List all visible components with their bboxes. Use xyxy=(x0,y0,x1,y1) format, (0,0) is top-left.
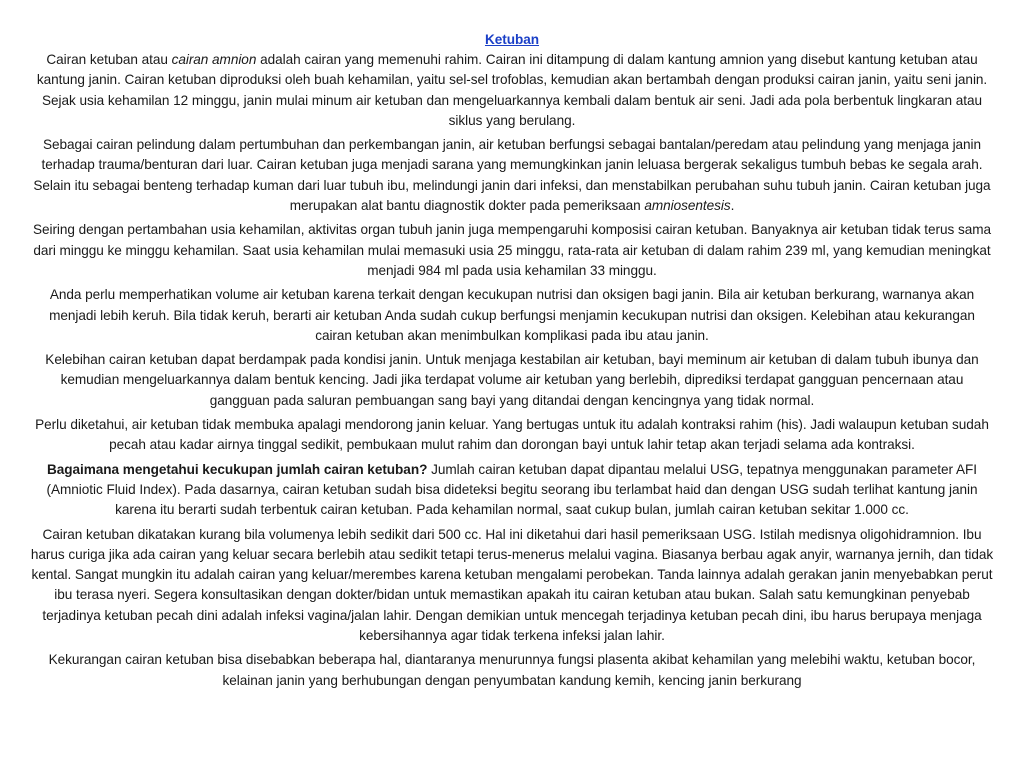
paragraph-1-text-a: Cairan ketuban atau xyxy=(46,52,172,67)
paragraph-7-bold-question: Bagaimana mengetahui kecukupan jumlah cairan ketuban? xyxy=(46,461,428,477)
document-page xyxy=(30,30,994,695)
paragraph-8: Cairan ketuban dikatakan kurang bila volumenya lebih sedikit dari 500 cc. Hal ini diketahui dari hasil pemeriksaan USG. Istilah medisnya oligohidramnion. Ibu harus curiga jika ada cairan yang keluar secara berlebih atau sedikit tetapi terus-menerus melalui vagina. Biasanya berbau agak anyir, warnanya jernih, dan tidak kental. Sangat mungkin itu adalah cairan yang keluar/merembes karena ketuban mengalami perobekan. Tanda lainnya adalah gerakan janin menyebabkan perut ibu terasa nyeri. Segera konsultasikan dengan dokter/bidan untuk memastikan apakah itu cairan ketuban atau bukan. Salah satu kemungkinan penyebab terjadinya ketuban pecah dini adalah infeksi vagina/jalan lahir. Dengan demikian untuk mencegah terjadinya ketuban pecah dini, ibu harus berupaya menjaga kebersihannya agar tidak terkena infeksi jalan lahir. xyxy=(30,526,994,644)
paragraph-4: Anda perlu memperhatikan volume air ketuban karena terkait dengan kecukupan nutrisi dan oksigen bagi janin. Bila air ketuban berkurang, warnanya akan menjadi lebih keruh. Bila tidak keruh, berarti air ketuban Anda sudah cukup berfungsi menjamin kecukupan nutrisi dan oksigen. Kelebihan atau kekurangan cairan ketuban akan menimbulkan komplikasi pada ibu atau janin. xyxy=(49,287,975,343)
paragraph-1-text-c: adalah cairan yang memenuhi rahim. Cairan ini ditampung di dalam kantung amnion yang disebut kantung ketuban atau kantung janin. Cairan ketuban diproduksi oleh buah kehamilan, yaitu sel-sel trofoblas, kemudian akan bertambah dengan produksi cairan janin, yaitu seni janin. Sejak usia kehamilan 12 minggu, janin mulai minum air ketuban dan mengeluarkannya kembali dalam bentuk air seni. Jadi ada pola berbentuk lingkaran atau siklus yang berulang. xyxy=(36,52,988,128)
paragraph-7-text: Jumlah cairan ketuban dapat dipantau melalui USG, tepatnya menggunakan parameter AFI (Amniotic Fluid Index). Pada dasarnya, cairan ketuban sudah bisa dideteksi begitu seorang ibu terlambat haid dan dengan USG sudah terlihat kantung janin karena itu berarti sudah terbentuk cairan ketuban. Pada kehamilan normal, saat cukup bulan, jumlah cairan ketuban sekitar 1.000 cc. xyxy=(46,461,978,518)
paragraph-7 xyxy=(30,460,994,521)
paragraph-6: Perlu diketahui, air ketuban tidak membuka apalagi mendorong janin keluar. Yang bertugas untuk itu adalah kontraksi rahim (his). Jadi walaupun ketuban sudah pecah atau kadar airnya tinggal sedikit, pembukaan mulut rahim dan dorongan bayi untuk lahir tetap akan terjadi selama ada kontraksi. xyxy=(35,417,989,453)
title-link[interactable]: Ketuban xyxy=(484,32,540,47)
paragraph-2-text-c: . xyxy=(730,198,735,214)
title-container xyxy=(30,30,994,50)
paragraph-3: Seiring dengan pertambahan usia kehamilan, aktivitas organ tubuh janin juga mempengaruhi komposisi cairan ketuban. Banyaknya air ketuban tidak terus sama dari minggu ke minggu kehamilan. Saat usia kehamilan mulai memasuki usia 25 minggu, rata-rata air ketuban di dalam rahim 239 ml, yang kemudian meningkat menjadi 984 ml pada usia kehamilan 33 minggu. xyxy=(32,222,992,278)
paragraph-2 xyxy=(30,135,994,216)
paragraph-2-italic-term: amniosentesis xyxy=(644,198,731,214)
paragraph-9: Kekurangan cairan ketuban bisa disebabkan beberapa hal, diantaranya menurunnya fungsi plasenta akibat kehamilan yang melebihi waktu, ketuban bocor, kelainan janin yang berhubungan dengan penyumbatan kandung kemih, kencing janin berkurang xyxy=(48,652,976,688)
paragraph-2-text-a: Sebagai cairan pelindung dalam pertumbuhan dan perkembangan janin, air ketuban berfungsi sebagai bantalan/peredam atau pelindung yang menjaga janin terhadap trauma/benturan dari luar. Cairan ketuban juga menjadi sarana yang memungkinkan janin leluasa bergerak sekaligus tumbuh bebas ke segala arah. Selain itu sebagai benteng terhadap kuman dari luar tubuh ibu, melindungi janin dari infeksi, dan menstabilkan perubahan suhu tubuh janin. Cairan ketuban juga merupakan alat bantu diagnostik dokter pada pemeriksaan xyxy=(33,137,991,214)
paragraph-1-italic-term: cairan amnion xyxy=(171,52,257,67)
paragraph-5: Kelebihan cairan ketuban dapat berdampak pada kondisi janin. Untuk menjaga kestabilan air ketuban, bayi meminum air ketuban di dalam tubuh ibunya dan kemudian mengeluarkannya dalam bentuk kencing. Jadi jika terdapat volume air ketuban yang berlebih, diprediksi terdapat gangguan pencernaan atau gangguan pada saluran pembuangan sang bayi yang ditandai dengan kencingnya yang tidak normal. xyxy=(45,352,979,408)
paragraph-1 xyxy=(30,50,994,131)
